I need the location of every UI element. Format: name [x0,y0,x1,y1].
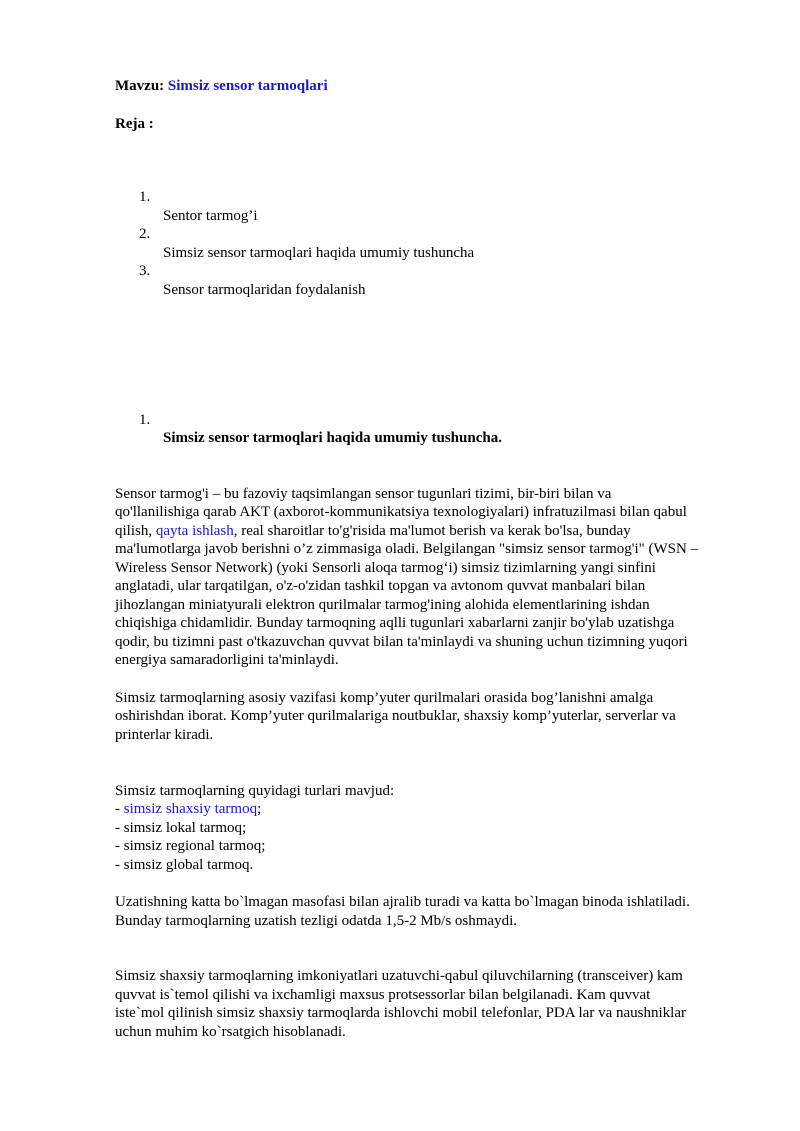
list-item: - simsiz lokal tarmoq; [115,820,247,836]
plan-item-number: 2. [139,226,151,242]
paragraph-line: Simsiz tarmoqlarning asosiy vazifasi komp’yuter qurilmalari orasida bog’lanishni amalga [115,690,654,706]
qayta-ishlash-link[interactable]: qayta ishlash [155,523,234,539]
paragraph-line: anglatadi, ular tarqatilgan, o'z-o'zidan tashkil topgan va avtonom quvvat manbalari bilan [115,578,646,594]
paragraph-line: Uzatishning katta bo`lmagan masofasi bilan ajralib turadi va katta bo`lmagan binoda ishlatiladi. [115,894,690,910]
paragraph-line: Wireless Sensor Network) (yoki Sensorli aloqa tarmog‘i) simsiz tizimlarning yangi sinfini [115,560,656,576]
paragraph-line: energiya samaradorligini ta'minlaydi. [115,652,339,668]
paragraph-line: uchun muhim ko`rsatgich hisoblanadi. [115,1024,346,1040]
plan-item-number: 3. [139,263,151,279]
paragraph-line: jihozlangan miniatyurali elektron qurilmalar tarmog'ining alohida elementlarining ishdan [115,597,650,613]
paragraph-line [115,522,631,540]
list-item: - simsiz regional tarmoq; [115,838,266,854]
paragraph-line: Simsiz shaxsiy tarmoqlarning imkoniyatlari uzatuvchi-qabul qiluvchilarning (transceiver) kam [115,968,683,984]
paragraph-line: qodir, bu tizimni past o'tkazuvchan quvvat bilan ta'minlaydi va shuning uchun tizimning yuqori [115,634,688,650]
paragraph-line: oshirishdan iborat. Komp’yuter qurilmalariga noutbuklar, shaxsiy komp’yuterlar, serverlar va [115,708,676,724]
paragraph-line: iste`mol qilinish simsiz shaxsiy tarmoqlarda ishlovchi mobil telefonlar, PDA lar va naushniklar [115,1005,686,1021]
plan-item-number: 1. [139,189,151,205]
plan-item-text: Sensor tarmoqlaridan foydalanish [163,282,366,298]
paragraph-line: quvvat is`temol qilishi va ixchamligi maxsus protsessorlar bilan belgilanadi. Kam quvvat [115,987,651,1003]
section-heading: Simsiz sensor tarmoqlari haqida umumiy tushuncha. [163,430,502,446]
types-intro: Simsiz tarmoqlarning quyidagi turlari mavjud: [115,783,395,799]
paragraph-line: qo'llanilishiga qarab AKT (axborot-kommunikatsiya texnologiyalari) infratuzilmasi bilan qabul [115,504,687,520]
topic-line [115,77,328,95]
topic-title: Simsiz sensor tarmoqlari [167,78,328,94]
text-span: ; [257,801,262,817]
text-span: - [115,801,124,817]
paragraph-line: ma'lumotlarga javob berishni o’z zimmasiga oladi. Belgilangan "simsiz sensor tarmog'i" (WSN – [115,541,699,557]
topic-label: Mavzu: [115,78,168,94]
paragraph-line: printerlar kiradi. [115,727,214,743]
simsiz-shaxsiy-tarmoq-link[interactable]: simsiz shaxsiy tarmoq [123,801,258,817]
list-item [115,800,261,818]
paragraph-line: chiqishiga chidamlidir. Bunday tarmoqning aqlli tugunlari xabarlarni zanjir bo'ylab uzatishga [115,615,675,631]
list-item: - simsiz global tarmoq. [115,857,254,873]
text-span: , real sharoitlar to'g'risida ma'lumot berish va kerak bo'lsa, bunday [233,523,631,539]
plan-label: Reja : [115,116,154,132]
text-span: qilish, [115,523,156,539]
plan-item-text: Simsiz sensor tarmoqlari haqida umumiy tushuncha [163,245,475,261]
plan-item-text: Sentor tarmog’i [163,208,258,224]
paragraph-line: Bunday tarmoqlarning uzatish tezligi odatda 1,5-2 Mb/s oshmaydi. [115,913,518,929]
section-number: 1. [139,412,151,428]
paragraph-line: Sensor tarmog'i – bu fazoviy taqsimlangan sensor tugunlari tizimi, bir-biri bilan va [115,486,612,502]
